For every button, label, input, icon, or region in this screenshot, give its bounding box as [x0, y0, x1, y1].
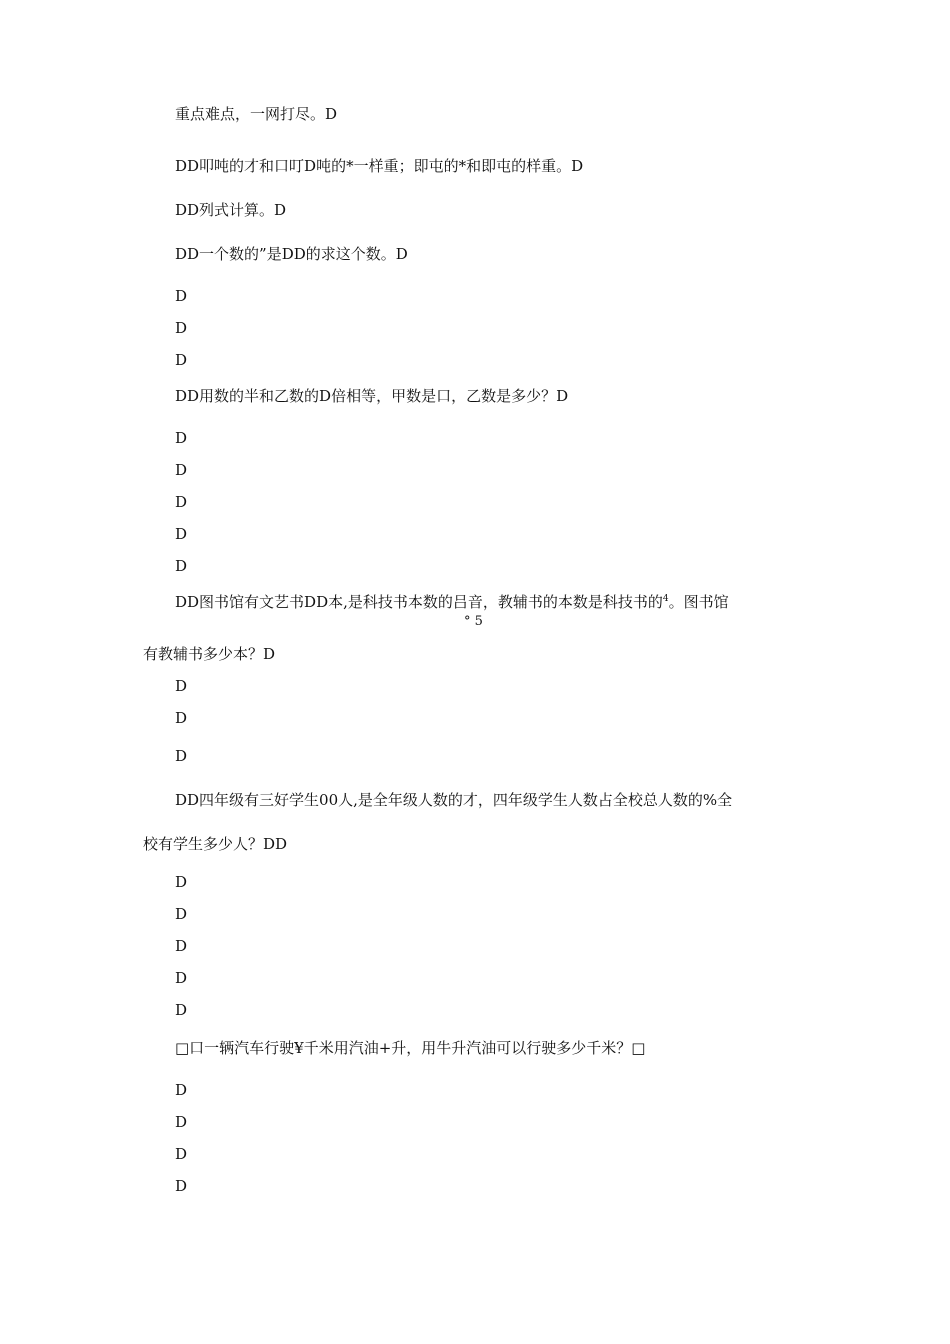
superscript: 4 [662, 594, 669, 604]
text-line: D [175, 287, 188, 305]
text-line: D [175, 747, 188, 765]
text-line: D [175, 1081, 188, 1099]
text-line: DD用数的半和乙数的D倍相等，甲数是口，乙数是多少？D [175, 387, 569, 405]
text-line: D [175, 1177, 188, 1195]
text-line: D [175, 709, 188, 727]
text-line: DD叩吨的才和口叮D吨的*一样重；即屯的*和即屯的样重。D [175, 157, 584, 175]
text-line: D [175, 493, 188, 511]
text-line: D [175, 873, 188, 891]
text-line: D [175, 461, 188, 479]
text-line: D [175, 429, 188, 447]
text-line: D [175, 351, 188, 369]
text-line [175, 592, 729, 615]
text-span: DD图书馆有文艺书DD本,是科技书本数的吕音，教辅书的本数是科技书的 [175, 593, 663, 611]
text-line: D [175, 1145, 188, 1163]
text-line: D [175, 969, 188, 987]
text-line: D [175, 905, 188, 923]
text-line: DD一个数的”是DD的求这个数。D [175, 245, 408, 263]
text-line: 重点难点，一网打尽。D [175, 105, 338, 123]
text-span: 。图书馆 [668, 593, 729, 611]
fraction-note: ° 5 [464, 614, 483, 629]
text-line: D [175, 557, 188, 575]
text-line: D [175, 525, 188, 543]
text-line: D [175, 1113, 188, 1131]
text-line: 校有学生多少人？DD [143, 835, 288, 853]
text-line: D [175, 677, 188, 695]
text-line: □口一辆汽车行驶¥千米用汽油+升，用牛升汽油可以行驶多少千米？□ [175, 1039, 646, 1057]
text-line: 有教辅书多少本？D [143, 645, 276, 663]
text-line: D [175, 1001, 188, 1019]
text-line: DD四年级有三好学生00人,是全年级人数的才，四年级学生人数占全校总人数的%全 [175, 791, 733, 809]
text-line: D [175, 937, 188, 955]
text-line: D [175, 319, 188, 337]
text-line: DD列式计算。D [175, 201, 287, 219]
